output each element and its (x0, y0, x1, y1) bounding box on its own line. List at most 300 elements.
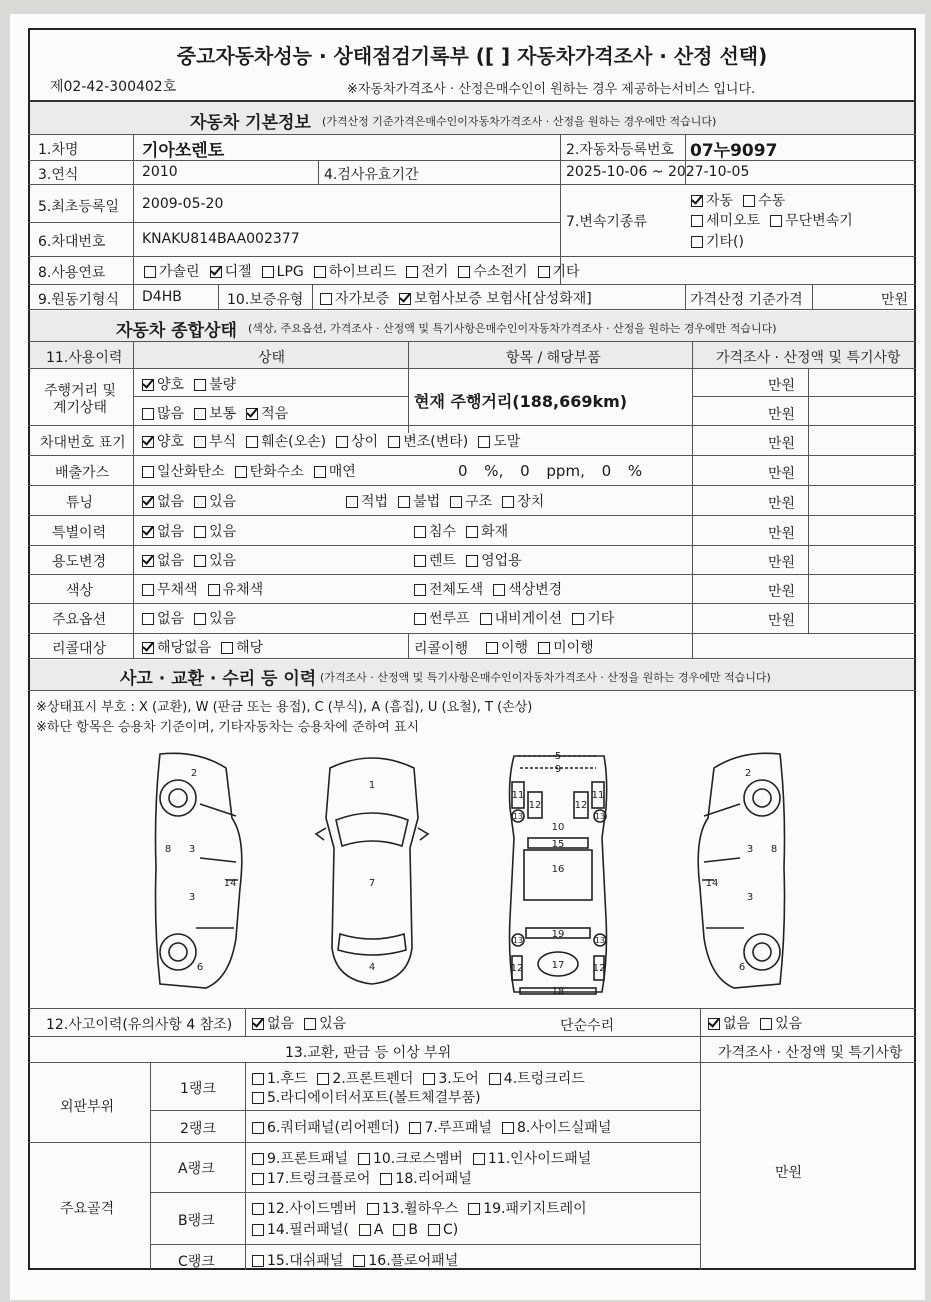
empty-box-icon[interactable] (194, 436, 206, 448)
empty-box-icon[interactable] (235, 466, 247, 478)
usage-change-items (414, 550, 532, 570)
checkbox-option[interactable] (142, 637, 211, 657)
under-part-13-rl: 13 (512, 936, 524, 945)
empty-box-icon[interactable] (423, 1073, 435, 1085)
empty-box-icon[interactable] (414, 526, 426, 538)
checkbox-option[interactable] (486, 637, 528, 657)
checkbox-label: 13.휠하우스 (381, 1201, 459, 1217)
accident-history-label: 12.사고이력(유의사항 4 참조) (46, 1017, 233, 1033)
empty-box-icon[interactable] (252, 1203, 264, 1215)
engine-label: 9.원동기형식 (38, 292, 119, 308)
checkbox-option[interactable] (428, 1222, 458, 1238)
checkbox-label: 없음 (157, 553, 185, 569)
checkbox-label: 불법 (413, 494, 441, 510)
price-basis-unit: 만원 (881, 292, 909, 308)
empty-box-icon[interactable] (770, 215, 782, 227)
checkbox-option[interactable] (252, 1148, 348, 1168)
parts-price-unit: 만원 (775, 1165, 803, 1181)
checkbox-option[interactable] (142, 374, 184, 394)
top-part-4: 4 (368, 962, 376, 973)
checkbox-option[interactable] (194, 431, 236, 451)
overall-note: (색상, 주요옵션, 가격조사 · 산정액 및 특기사항은매수인이자동차가격조사 · 산정을 원하는 경우에만 적습니다) (248, 322, 777, 335)
checkbox-option[interactable] (538, 261, 580, 281)
checkbox-label: 전기 (421, 264, 449, 280)
checkbox-label: 적음 (261, 406, 289, 422)
empty-box-icon[interactable] (252, 1173, 264, 1185)
checkbox-label: 14.필러패널( (267, 1222, 349, 1238)
under-part-12-rl: 12 (510, 963, 524, 974)
checkbox-option[interactable] (194, 374, 236, 394)
empty-box-icon[interactable] (314, 466, 326, 478)
empty-box-icon[interactable] (194, 408, 206, 420)
checkbox-option[interactable] (194, 550, 236, 570)
checkbox-label: 자가보증 (335, 291, 390, 307)
checkbox-label: 구조 (465, 494, 493, 510)
car-name: 기아쏘렌토 (142, 141, 225, 161)
checkbox-option[interactable] (760, 1013, 802, 1033)
empty-box-icon[interactable] (406, 266, 418, 278)
checkbox-label: 전체도색 (429, 582, 484, 598)
checkbox-option[interactable] (502, 1117, 612, 1137)
checkbox-option[interactable] (708, 1013, 750, 1033)
simple-repair-options (708, 1013, 812, 1033)
checkbox-label: 7.루프패널 (424, 1120, 492, 1136)
checkbox-option[interactable] (358, 1148, 463, 1168)
basic-info-title: 자동차 기본정보 (190, 113, 311, 133)
left-part-3b: 3 (188, 892, 196, 903)
empty-box-icon[interactable] (194, 496, 206, 508)
checkbox-label: 미이행 (553, 640, 594, 656)
under-part-5: 5 (554, 751, 562, 762)
service-notice: ※자동차가격조사 · 산정은매수인이 원하는 경우 제공하는서비스 입니다. (347, 82, 756, 97)
checkbox-label: 양호 (157, 434, 185, 450)
color-options (142, 579, 273, 599)
checkbox-option[interactable] (320, 288, 389, 308)
checkbox-option[interactable] (142, 579, 198, 599)
right-part-2: 2 (744, 768, 752, 779)
empty-box-icon[interactable] (142, 584, 154, 596)
passenger-car-notice: ※하단 항목은 승용차 기준이며, 기타자동차는 승용차에 준하여 표시 (36, 720, 420, 735)
checkbox-option[interactable] (221, 637, 263, 657)
checkbox-option[interactable] (336, 431, 378, 451)
checkbox-option[interactable] (478, 431, 520, 451)
empty-box-icon[interactable] (691, 215, 703, 227)
recall-exec-options (486, 637, 604, 657)
checkbox-option[interactable] (450, 491, 492, 511)
tuning-items (346, 491, 554, 511)
checkbox-option[interactable] (353, 1250, 458, 1270)
fuel-label: 8.사용연료 (38, 265, 106, 281)
empty-box-icon[interactable] (194, 613, 206, 625)
form-title: 중고자동차성능 · 상태점검기록부 ([ ] 자동차가격조사 · 산정 선택) (176, 44, 768, 68)
rank1-label: 1랭크 (180, 1081, 216, 1097)
empty-box-icon[interactable] (358, 1153, 370, 1165)
checkbox-label: 색상변경 (508, 582, 563, 598)
checkbox-option[interactable] (144, 261, 200, 281)
checkbox-label: 하이브리드 (328, 264, 397, 280)
checkbox-option[interactable] (142, 521, 184, 541)
overall-title: 자동차 종합상태 (116, 321, 237, 341)
vin-mark-options (142, 431, 530, 451)
checkbox-option[interactable] (246, 431, 326, 451)
reg-number-label: 2.자동차등록번호 (566, 142, 675, 158)
parts-table-title: 13.교환, 판금 등 이상 부위 (285, 1045, 452, 1061)
checkbox-label: 유채색 (222, 582, 264, 598)
checkbox-option[interactable] (691, 210, 760, 230)
empty-box-icon[interactable] (317, 1073, 329, 1085)
rank1-row2 (252, 1087, 491, 1107)
empty-box-icon[interactable] (468, 1203, 480, 1215)
empty-box-icon[interactable] (493, 584, 505, 596)
emission-options (142, 461, 366, 481)
checkbox-option[interactable] (252, 1250, 343, 1270)
checkbox-label: 세미오토 (706, 213, 761, 229)
special-history-label: 특별이력 (52, 525, 107, 541)
checkbox-option[interactable] (691, 190, 733, 210)
first-reg-date: 2009-05-20 (142, 196, 224, 212)
right-part-8: 8 (770, 844, 778, 855)
checkbox-option[interactable] (458, 261, 527, 281)
outer-panel-label: 외판부위 (60, 1099, 115, 1115)
basic-info-note: (가격산정 기준가격은매수인이자동차가격조사 · 산정을 원하는 경우에만 적습니다) (322, 115, 717, 128)
simple-repair-label: 단순수리 (560, 1018, 615, 1034)
left-part-2: 2 (190, 768, 198, 779)
rank2-label: 2랭크 (180, 1121, 216, 1137)
empty-box-icon[interactable] (142, 408, 154, 420)
main-frame-label: 주요골격 (60, 1201, 115, 1217)
warranty-label: 10.보증유형 (227, 292, 304, 308)
empty-box-icon[interactable] (246, 436, 258, 448)
status-symbol-legend: ※상태표시 부호 : X (교환), W (판금 또는 용접), C (부식), A (흠집), U (요철), T (손상) (36, 700, 533, 715)
empty-box-icon[interactable] (538, 266, 550, 278)
checked-box-icon[interactable] (246, 408, 258, 420)
checkbox-label: 기타() (706, 234, 744, 250)
empty-box-icon[interactable] (502, 496, 514, 508)
tuning-label: 튜닝 (66, 495, 94, 511)
checkbox-option[interactable] (502, 491, 544, 511)
checkbox-option[interactable] (572, 608, 614, 628)
recall-label: 리콜대상 (52, 641, 107, 657)
checkbox-option[interactable] (194, 403, 236, 423)
checkbox-option[interactable] (252, 1168, 370, 1188)
empty-box-icon[interactable] (336, 436, 348, 448)
rank2-row (252, 1117, 621, 1137)
car-damage-diagram (140, 748, 800, 1000)
empty-box-icon[interactable] (572, 613, 584, 625)
empty-box-icon[interactable] (450, 496, 462, 508)
first-reg-label: 5.최초등록일 (38, 199, 119, 215)
checkbox-option[interactable] (252, 1087, 481, 1107)
year-label: 3.연식 (38, 167, 79, 183)
empty-box-icon[interactable] (414, 584, 426, 596)
under-part-12-rr: 12 (592, 963, 606, 974)
fuel-options (144, 261, 590, 281)
checkbox-option[interactable] (246, 403, 288, 423)
inspection-label: 4.검사유효기간 (324, 167, 419, 183)
checkbox-option[interactable] (142, 461, 225, 481)
empty-box-icon[interactable] (262, 266, 274, 278)
empty-box-icon[interactable] (414, 613, 426, 625)
checkbox-option[interactable] (409, 1117, 491, 1137)
rankC-label: C랭크 (178, 1254, 215, 1270)
checkbox-label: A (373, 1222, 384, 1238)
empty-box-icon[interactable] (473, 1153, 485, 1165)
checkbox-label: 가솔린 (159, 264, 200, 280)
checkbox-option[interactable] (142, 608, 184, 628)
checkbox-option[interactable] (770, 210, 853, 230)
checkbox-option[interactable] (473, 1148, 591, 1168)
checkbox-option[interactable] (252, 1219, 349, 1239)
checkbox-label: 없음 (157, 494, 185, 510)
transmission-label: 7.변속기종류 (566, 214, 647, 230)
checkbox-option[interactable] (359, 1222, 384, 1238)
empty-box-icon[interactable] (466, 526, 478, 538)
checkbox-option[interactable] (317, 1068, 413, 1088)
checkbox-option[interactable] (380, 1168, 471, 1188)
empty-box-icon[interactable] (502, 1122, 514, 1134)
under-part-13-fr: 13 (594, 812, 606, 821)
checkbox-label: 1.후드 (267, 1071, 308, 1087)
empty-box-icon[interactable] (252, 1255, 264, 1267)
empty-box-icon[interactable] (252, 1073, 264, 1085)
empty-box-icon[interactable] (486, 642, 498, 654)
empty-box-icon[interactable] (194, 555, 206, 567)
transmission-options-row2 (691, 210, 863, 230)
under-part-19: 19 (551, 929, 565, 940)
empty-box-icon[interactable] (142, 613, 154, 625)
checkbox-option[interactable] (398, 491, 440, 511)
empty-box-icon[interactable] (359, 1224, 371, 1236)
rankC-row (252, 1250, 468, 1270)
empty-box-icon[interactable] (252, 1224, 264, 1236)
checkbox-option[interactable] (252, 1068, 307, 1088)
empty-box-icon[interactable] (320, 293, 332, 305)
usage-change-label: 용도변경 (52, 554, 107, 570)
checked-box-icon[interactable] (399, 293, 411, 305)
checkbox-label: 무단변속기 (785, 213, 853, 229)
reg-number: 07누9097 (690, 141, 778, 161)
vin: KNAKU814BAA002377 (142, 231, 300, 247)
empty-box-icon[interactable] (478, 436, 490, 448)
checked-box-icon[interactable] (142, 436, 154, 448)
empty-box-icon[interactable] (208, 584, 220, 596)
usage-change-unit: 만원 (768, 555, 796, 571)
under-part-16: 16 (551, 864, 565, 875)
checkbox-label: C) (443, 1222, 459, 1238)
empty-box-icon[interactable] (194, 526, 206, 538)
top-part-7: 7 (368, 878, 376, 889)
checked-box-icon[interactable] (142, 555, 154, 567)
checkbox-label: 내비게이션 (494, 611, 563, 627)
checkbox-label: 침수 (429, 524, 457, 540)
checkbox-option[interactable] (194, 608, 236, 628)
under-part-18: 18 (551, 986, 565, 997)
empty-box-icon[interactable] (458, 266, 470, 278)
empty-box-icon[interactable] (252, 1092, 264, 1104)
empty-box-icon[interactable] (252, 1122, 264, 1134)
empty-box-icon[interactable] (466, 555, 478, 567)
checkbox-option[interactable] (235, 461, 304, 481)
checkbox-label: 매연 (328, 464, 356, 480)
empty-box-icon[interactable] (428, 1224, 440, 1236)
empty-box-icon[interactable] (691, 236, 703, 248)
checkbox-option[interactable] (142, 403, 184, 423)
checkbox-label: 없음 (157, 611, 185, 627)
checkbox-label: 3.도어 (438, 1071, 479, 1087)
checkbox-label: 있음 (209, 494, 237, 510)
checkbox-option[interactable] (414, 608, 470, 628)
checkbox-option[interactable] (367, 1198, 458, 1218)
left-part-8: 8 (164, 844, 172, 855)
tuning-options (142, 491, 246, 511)
empty-box-icon[interactable] (221, 642, 233, 654)
checkbox-option[interactable] (142, 550, 184, 570)
checkbox-label: 변조(변타) (403, 434, 469, 450)
checkbox-option[interactable] (252, 1117, 399, 1137)
checkbox-option[interactable] (314, 261, 397, 281)
checkbox-option[interactable] (493, 579, 562, 599)
checkbox-label: 없음 (267, 1016, 295, 1032)
checkbox-label: 무채색 (157, 582, 198, 598)
mileage-price-unit-2: 만원 (768, 407, 796, 423)
checkbox-option[interactable] (480, 608, 563, 628)
empty-box-icon[interactable] (393, 1224, 405, 1236)
checkbox-label: 있음 (775, 1016, 803, 1032)
checkbox-label: 19.패키지트레이 (483, 1201, 587, 1217)
vin-label: 6.차대번호 (38, 234, 106, 250)
checkbox-option[interactable] (208, 579, 264, 599)
under-part-13-fl: 13 (512, 812, 524, 821)
vin-mark-label: 차대번호 표기 (40, 435, 126, 451)
empty-box-icon[interactable] (388, 436, 400, 448)
checkbox-option[interactable] (414, 550, 456, 570)
checkbox-option[interactable] (743, 190, 785, 210)
checkbox-option[interactable] (393, 1222, 418, 1238)
empty-box-icon[interactable] (480, 613, 492, 625)
checkbox-label: 있음 (209, 524, 237, 540)
empty-box-icon[interactable] (398, 496, 410, 508)
empty-box-icon[interactable] (346, 496, 358, 508)
empty-box-icon[interactable] (252, 1153, 264, 1165)
checked-box-icon[interactable] (210, 266, 222, 278)
under-part-10: 10 (551, 822, 565, 833)
checkbox-label: 18.리어패널 (395, 1171, 472, 1187)
checked-box-icon[interactable] (252, 1018, 264, 1030)
empty-box-icon[interactable] (760, 1018, 772, 1030)
special-history-items (414, 521, 518, 541)
pillar-sub-options (359, 1222, 468, 1238)
checkbox-label: 5.라디에이터서포트(볼트체결부품) (267, 1090, 481, 1106)
inspection-period: 2025-10-06 ~ 2027-10-05 (566, 164, 750, 180)
empty-box-icon[interactable] (414, 555, 426, 567)
checkbox-option[interactable] (414, 521, 456, 541)
right-part-3b: 3 (746, 892, 754, 903)
mileage-status-row2 (142, 403, 298, 423)
left-part-6: 6 (196, 962, 204, 973)
checkbox-option[interactable] (252, 1198, 357, 1218)
checkbox-option[interactable] (466, 550, 522, 570)
checkbox-option[interactable] (210, 261, 252, 281)
checkbox-option[interactable] (388, 431, 468, 451)
checkbox-label: 장치 (517, 494, 545, 510)
checkbox-label: 기타 (587, 611, 615, 627)
under-part-13-rr: 13 (594, 936, 606, 945)
checked-box-icon[interactable] (708, 1018, 720, 1030)
rankA-label: A랭크 (178, 1161, 215, 1177)
checkbox-option[interactable] (194, 521, 236, 541)
empty-box-icon[interactable] (353, 1255, 365, 1267)
checkbox-label: 보통 (209, 406, 237, 422)
empty-box-icon[interactable] (144, 266, 156, 278)
checkbox-label: 상이 (351, 434, 379, 450)
checkbox-option[interactable] (252, 1013, 294, 1033)
checkbox-option[interactable] (406, 261, 448, 281)
checked-box-icon[interactable] (142, 642, 154, 654)
checked-box-icon[interactable] (142, 496, 154, 508)
empty-box-icon[interactable] (304, 1018, 316, 1030)
checkbox-option[interactable] (262, 264, 304, 280)
checkbox-label: 해당없음 (157, 640, 212, 656)
checkbox-option[interactable] (466, 521, 508, 541)
checkbox-option[interactable] (414, 579, 483, 599)
empty-box-icon[interactable] (380, 1173, 392, 1185)
checkbox-option[interactable] (194, 491, 236, 511)
checkbox-option[interactable] (399, 288, 592, 308)
status-col-header: 상태 (258, 350, 286, 366)
empty-box-icon[interactable] (194, 379, 206, 391)
checkbox-option[interactable] (142, 491, 184, 511)
items-col-header: 항목 / 해당부품 (506, 350, 601, 366)
checked-box-icon[interactable] (691, 195, 703, 207)
special-history-unit: 만원 (768, 526, 796, 542)
checkbox-label: 적법 (361, 494, 389, 510)
checkbox-option[interactable] (346, 491, 388, 511)
checkbox-label: 일산화탄소 (157, 464, 225, 480)
warranty-options (320, 288, 602, 308)
empty-box-icon[interactable] (314, 266, 326, 278)
empty-box-icon[interactable] (367, 1203, 379, 1215)
engine-type: D4HB (142, 289, 182, 305)
checkbox-label: 수소전기 (473, 264, 528, 280)
empty-box-icon[interactable] (409, 1122, 421, 1134)
checkbox-option[interactable] (691, 231, 744, 251)
checkbox-option[interactable] (314, 461, 356, 481)
checkbox-label: 영업용 (481, 553, 522, 569)
empty-box-icon[interactable] (489, 1073, 501, 1085)
checkbox-option[interactable] (538, 637, 594, 657)
checkbox-option[interactable] (489, 1068, 585, 1088)
checked-box-icon[interactable] (142, 379, 154, 391)
empty-box-icon[interactable] (538, 642, 550, 654)
checkbox-label: 해당 (236, 640, 264, 656)
checked-box-icon[interactable] (142, 526, 154, 538)
under-part-11-right: 11 (591, 790, 605, 801)
empty-box-icon[interactable] (142, 466, 154, 478)
under-part-17: 17 (551, 960, 565, 971)
checkbox-label: 2.프론트펜더 (332, 1071, 414, 1087)
empty-box-icon[interactable] (743, 195, 755, 207)
mileage-price-unit-1: 만원 (768, 378, 796, 394)
checkbox-option[interactable] (304, 1013, 346, 1033)
checkbox-option[interactable] (468, 1198, 586, 1218)
color-label: 색상 (66, 583, 94, 599)
checkbox-option[interactable] (142, 431, 184, 451)
right-part-14: 14 (705, 878, 719, 889)
checkbox-option[interactable] (423, 1068, 478, 1088)
options-unit: 만원 (768, 613, 796, 629)
price-col-header: 가격조사 · 산정액 및 특기사항 (716, 350, 901, 366)
transmission-options-row3 (691, 231, 754, 251)
